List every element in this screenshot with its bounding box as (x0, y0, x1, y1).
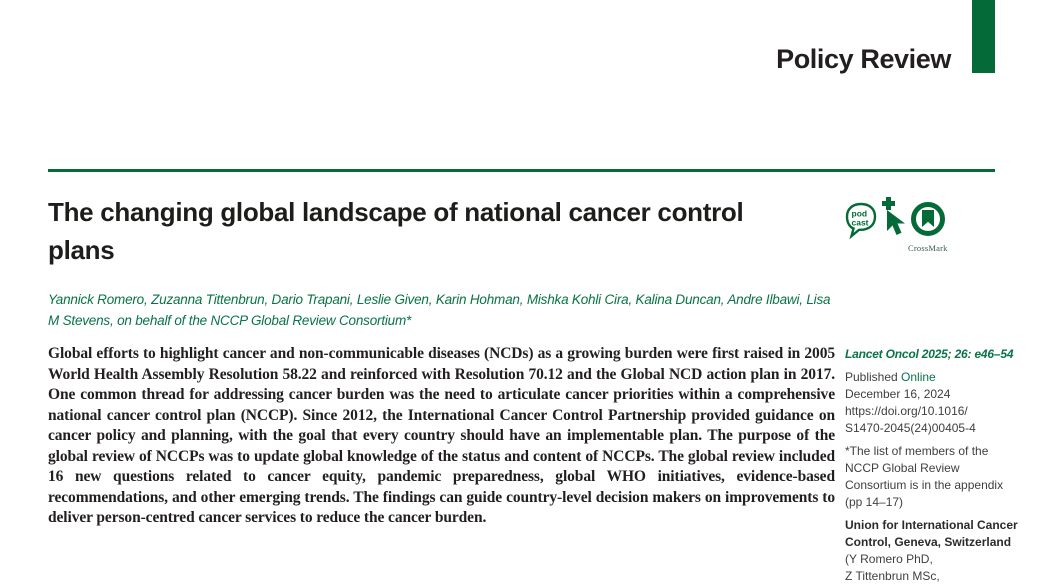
article-icons-row (845, 196, 1023, 254)
doi-link-line1[interactable]: https://doi.org/10.1016/ (845, 404, 968, 418)
section-label: Policy Review (776, 44, 951, 74)
podcast-word-bottom: cast (851, 217, 869, 228)
published-line (845, 369, 1023, 386)
abstract-text: Global efforts to highlight cancer and non-communicable diseases (NCDs) as a growing burden were first raised in 2005 World Health Assembly Resolution 58.22 and reinforced with Resolution 70.12 and the Global NCD action plan in 2017. One common thread for addressing cancer burden was the need to articulate cancer priorities within a comprehensive national cancer control plan (NCCP). Since 2012, the International Cancer Control Partnership provided guidance on cancer policy and planning, with the goal that every country should have an implementable plan. The purpose of the global review of NCCPs was to update global knowledge of the status and content of NCCPs. The global review included 16 new questions related to cancer equity, pandemic preparedness, global WHO initiatives, evidence-based recommendations, and other emerging trends. The findings can guide country-level decision makers on improvements to deliver person-centred cancer services to reduce the cancer burden. (48, 345, 835, 526)
podcast-word-top: pod (851, 208, 868, 219)
published-date: December 16, 2024 (845, 387, 951, 401)
affiliation-author-line1: (Y Romero PhD, (845, 552, 933, 566)
crossmark-icon[interactable] (908, 201, 948, 253)
affiliation-institution: Union for International Cancer Control, Geneva, Switzerland (845, 518, 1018, 549)
author-list: Yannick Romero, Zuzanna Tittenbrun, Dario Trapani, Leslie Given, Karin Hohman, Mishka Kohli Cira, Kalina Duncan, Andre Ilbawi, Lisa M Stevens, on behalf of the NCCP Global Review Consortium* (48, 292, 831, 328)
header-divider-rule (48, 169, 995, 172)
article-title-line1: The changing global landscape of national cancer control (48, 197, 744, 227)
published-prefix: Published (845, 370, 902, 384)
journal-citation: Lancet Oncol 2025; 26: e46–54 (845, 347, 1014, 361)
article-metadata-sidebar (845, 346, 1023, 585)
interactive-cursor-plus-icon (878, 196, 906, 243)
crossmark-label: CrossMark (908, 243, 948, 253)
doi-link-line2[interactable]: S1470-2045(24)00405-4 (845, 421, 976, 435)
affiliation-author-line2: Z Tittenbrun MSc, (845, 569, 940, 583)
podcast-icon[interactable] (845, 202, 877, 245)
header-green-bar (972, 0, 995, 73)
article-title-line2: plans (48, 234, 115, 265)
article-title (48, 194, 848, 269)
published-online-link[interactable]: Online (901, 370, 936, 384)
consortium-footnote: *The list of members of the NCCP Global Review Consortium is in the appendix (pp 14–17) (845, 444, 1004, 509)
